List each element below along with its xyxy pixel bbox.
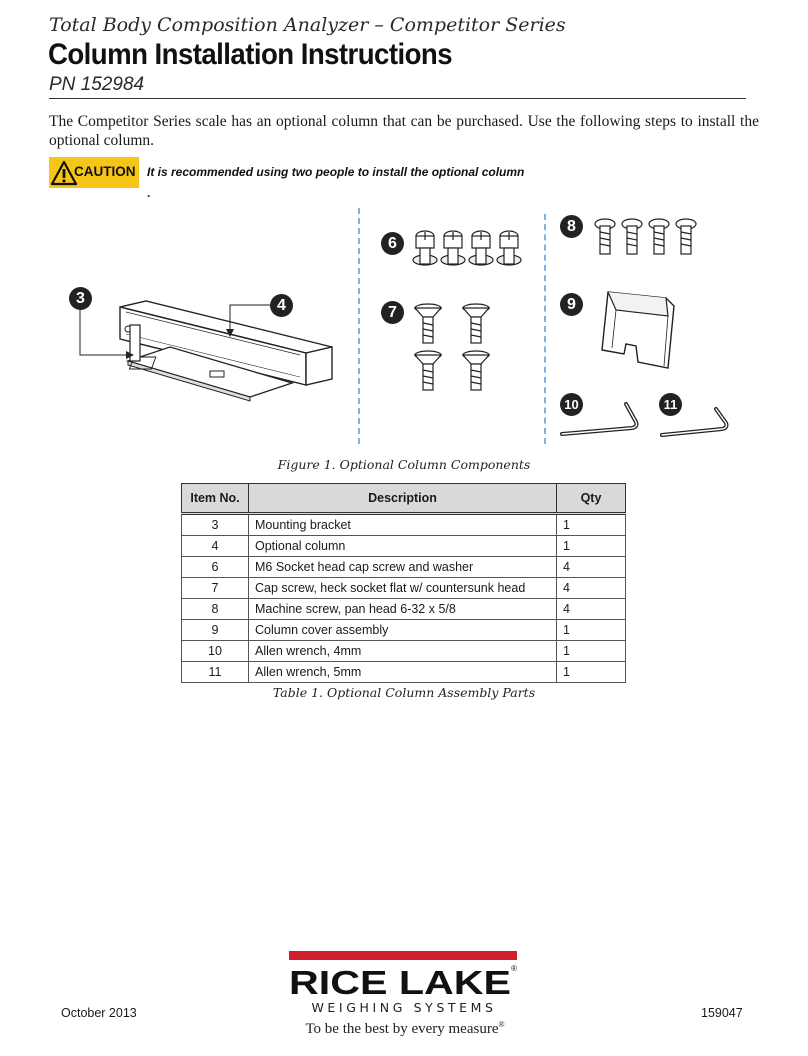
description-cell: Allen wrench, 5mm bbox=[249, 662, 557, 683]
qty-cell: 1 bbox=[557, 641, 626, 662]
cap-screw-washer-set bbox=[410, 230, 530, 285]
logo-subtitle: WEIGHING SYSTEMS bbox=[311, 1000, 497, 1015]
table-row bbox=[182, 578, 626, 599]
caution-text: It is recommended using two people to install the optional column bbox=[147, 165, 525, 179]
item-cell: 6 bbox=[182, 557, 249, 578]
header-qty: Qty bbox=[557, 484, 626, 514]
table-caption: Table 1. Optional Column Assembly Parts bbox=[272, 685, 536, 700]
intro-paragraph: The Competitor Series scale has an optional column that can be purchased. Use the following steps to install the optional column. bbox=[49, 113, 759, 149]
table-row bbox=[182, 536, 626, 557]
table-header-row bbox=[182, 484, 626, 514]
page-title: Column Installation Instructions bbox=[48, 38, 453, 71]
item-cell: 4 bbox=[182, 536, 249, 557]
column-cover-illustration bbox=[596, 288, 686, 370]
header-description: Description bbox=[249, 484, 557, 514]
qty-cell: 1 bbox=[557, 514, 626, 536]
callout-leader-lines bbox=[60, 285, 350, 415]
table-row bbox=[182, 641, 626, 662]
item-cell: 9 bbox=[182, 620, 249, 641]
item-cell: 10 bbox=[182, 641, 249, 662]
qty-cell: 4 bbox=[557, 599, 626, 620]
table-row bbox=[182, 599, 626, 620]
countersunk-screw-set bbox=[410, 303, 500, 403]
table-row bbox=[182, 620, 626, 641]
logo-registered-mark: ® bbox=[511, 964, 517, 973]
description-cell: M6 Socket head cap screw and washer bbox=[249, 557, 557, 578]
item-cell: 8 bbox=[182, 599, 249, 620]
tagline-registered-mark: ® bbox=[498, 1020, 505, 1029]
qty-cell: 1 bbox=[557, 536, 626, 557]
allen-wrench-5mm-illustration bbox=[660, 405, 730, 441]
callout-7: 7 bbox=[381, 301, 404, 324]
parts-table bbox=[181, 483, 626, 683]
item-cell: 3 bbox=[182, 514, 249, 536]
header-item-no: Item No. bbox=[182, 484, 249, 514]
logo-tagline bbox=[290, 1020, 520, 1038]
caution-trailing-period: . bbox=[147, 186, 151, 200]
item-cell: 11 bbox=[182, 662, 249, 683]
qty-cell: 1 bbox=[557, 662, 626, 683]
part-number: PN 152984 bbox=[49, 74, 145, 95]
header-rule bbox=[49, 98, 746, 99]
callout-10: 10 bbox=[560, 393, 583, 416]
description-cell: Machine screw, pan head 6-32 x 5/8 bbox=[249, 599, 557, 620]
caution-label: CAUTION bbox=[74, 164, 136, 179]
description-cell: Mounting bracket bbox=[249, 514, 557, 536]
description-cell: Cap screw, heck socket flat w/ countersunk head bbox=[249, 578, 557, 599]
figure-divider-right bbox=[544, 214, 546, 444]
qty-cell: 4 bbox=[557, 578, 626, 599]
footer-date: October 2013 bbox=[61, 1006, 137, 1020]
callout-9: 9 bbox=[560, 293, 583, 316]
table-row bbox=[182, 662, 626, 683]
figure-divider-left bbox=[358, 208, 360, 444]
description-cell: Optional column bbox=[249, 536, 557, 557]
allen-wrench-4mm-illustration bbox=[560, 400, 640, 440]
footer-doc-number: 159047 bbox=[701, 1006, 743, 1020]
pan-head-screw-set bbox=[592, 218, 702, 260]
callout-3: 3 bbox=[69, 287, 92, 310]
callout-8: 8 bbox=[560, 215, 583, 238]
callout-11: 11 bbox=[659, 393, 682, 416]
rice-lake-logo bbox=[289, 951, 517, 995]
tagline-text: To be the best by every measure bbox=[305, 1021, 499, 1037]
table-row bbox=[182, 514, 626, 536]
item-cell: 7 bbox=[182, 578, 249, 599]
qty-cell: 1 bbox=[557, 620, 626, 641]
callout-6: 6 bbox=[381, 232, 404, 255]
description-cell: Column cover assembly bbox=[249, 620, 557, 641]
logo-name: RICE LAKE bbox=[289, 964, 511, 995]
qty-cell: 4 bbox=[557, 557, 626, 578]
callout-4: 4 bbox=[270, 294, 293, 317]
description-cell: Allen wrench, 4mm bbox=[249, 641, 557, 662]
figure-caption: Figure 1. Optional Column Components bbox=[277, 457, 531, 472]
table-row bbox=[182, 557, 626, 578]
document-subtitle: Total Body Composition Analyzer – Competitor Series bbox=[49, 14, 566, 36]
